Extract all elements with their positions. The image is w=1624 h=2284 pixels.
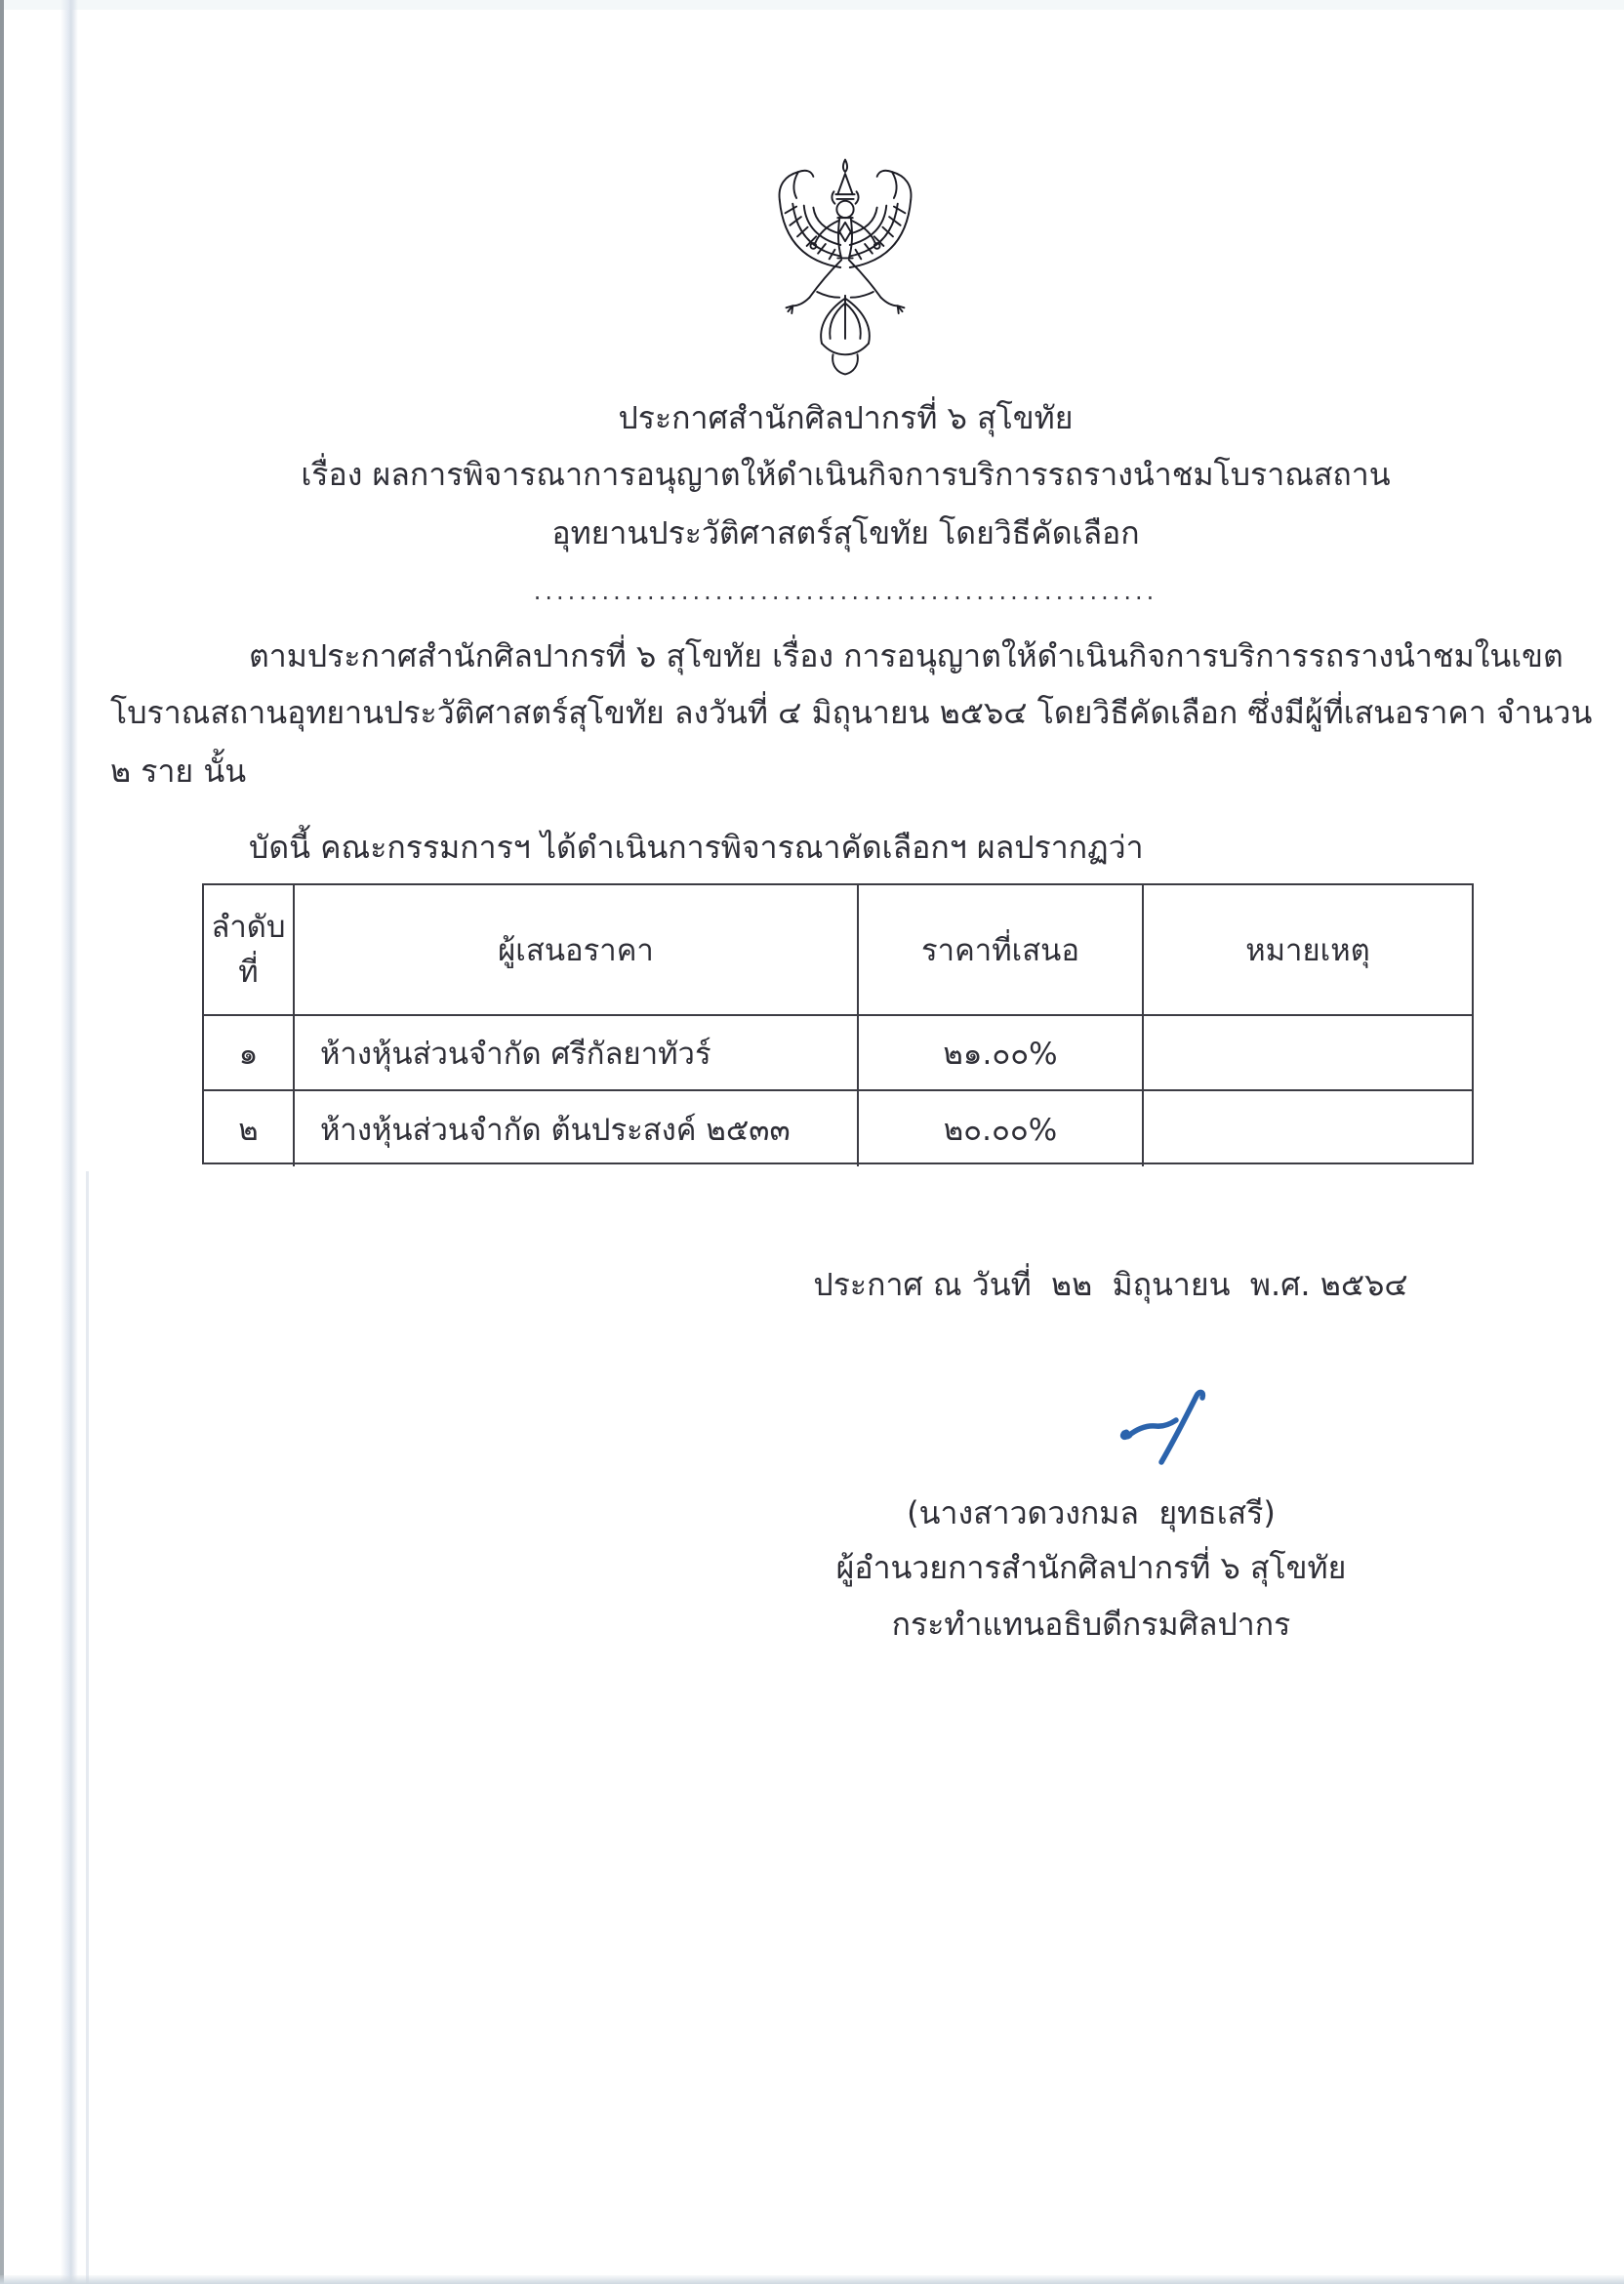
- table-header-no: [204, 885, 295, 1016]
- body-para2: บัดนี้ คณะกรรมการฯ ได้ดำเนินการพิจารณาคัดเลือกฯ ผลปรากฏว่า: [249, 829, 1144, 866]
- table-header-no-line1: ลำดับ: [211, 910, 286, 945]
- table-row2-bidder: ห้างหุ้นส่วนจำกัด ต้นประสงค์ ๒๕๓๓: [295, 1091, 859, 1166]
- table-header-no-line2: ที่: [238, 955, 259, 990]
- agency-line: ประกาศสำนักศิลปากรที่ ๖ สุโขทัย: [618, 399, 1074, 436]
- garuda-emblem: [751, 152, 939, 383]
- announcement-date-line: ประกาศ ณ วันที่ ๒๒ มิถุนายน พ.ศ. ๒๕๖๔: [813, 1266, 1408, 1303]
- table-row1-no: ๑: [204, 1016, 295, 1091]
- signatory-position-line-1: ผู้อำนวยการสำนักศิลปากรที่ ๖ สุโขทัย: [835, 1549, 1347, 1586]
- scan-top-noise: [0, 0, 1624, 10]
- signatory-name: (นางสาวดวงกมล ยุทธเสรี): [907, 1494, 1276, 1531]
- body-para1-line2: โบราณสถานอุทยานประวัติศาสตร์สุโขทัย ลงวันที่ ๔ มิถุนายน ๒๕๖๔ โดยวิธีคัดเลือก ซึ่งมีผู้ที่เสนอราคา จำนวน: [110, 694, 1593, 731]
- table-row1-bidder: ห้างหุ้นส่วนจำกัด ศรีกัลยาทัวร์: [295, 1016, 859, 1091]
- page-fold-line: [86, 1171, 89, 2284]
- table-header-remark: หมายเหตุ: [1144, 885, 1472, 1016]
- subject-line-1: เรื่อง ผลการพิจารณาการอนุญาตให้ดำเนินกิจการบริการรถรางนำชมโบราณสถาน: [301, 456, 1391, 493]
- signatory-position-line-2: กระทำแทนอธิบดีกรมศิลปากร: [891, 1606, 1291, 1643]
- result-table: [202, 883, 1474, 1164]
- dotted-divider: .......................................................: [533, 578, 1158, 605]
- table-row1-remark: [1144, 1016, 1472, 1091]
- table-row1-price: ๒๑.๐๐%: [859, 1016, 1144, 1091]
- signature-ink: [1116, 1381, 1225, 1471]
- page-bottom-shadow: [0, 2275, 1624, 2284]
- table-row2-no: ๒: [204, 1091, 295, 1166]
- table-row2-price: ๒๐.๐๐%: [859, 1091, 1144, 1166]
- body-para1-line3: ๒ ราย นั้น: [110, 753, 247, 790]
- table-header-bidder: ผู้เสนอราคา: [295, 885, 859, 1016]
- table-header-price: ราคาที่เสนอ: [859, 885, 1144, 1016]
- table-row2-remark: [1144, 1091, 1472, 1166]
- page-fold-shadow: [61, 0, 78, 2284]
- subject-line-2: อุทยานประวัติศาสตร์สุโขทัย โดยวิธีคัดเลือก: [551, 514, 1140, 551]
- body-para1-line1: ตามประกาศสำนักศิลปากรที่ ๖ สุโขทัย เรื่อง การอนุญาตให้ดำเนินกิจการบริการรถรางนำชมในเขต: [249, 637, 1563, 674]
- page-edge-shadow: [0, 0, 4, 2284]
